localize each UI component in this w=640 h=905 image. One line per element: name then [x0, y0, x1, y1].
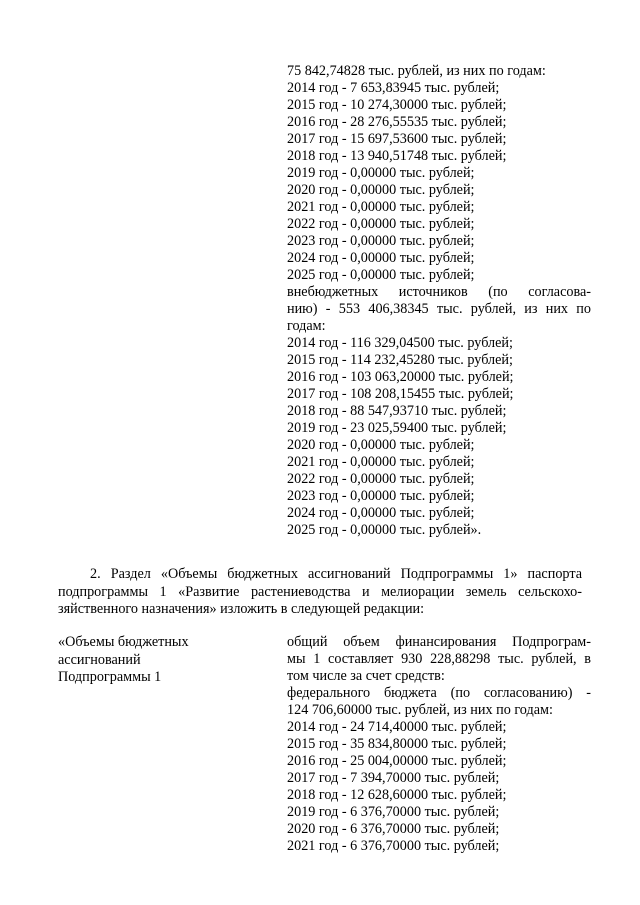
block1b-year-2019: 2019 год - 23 025,59400 тыс. рублей; — [287, 420, 507, 436]
block1b-year-2017: 2017 год - 108 208,15455 тыс. рублей; — [287, 386, 514, 402]
section-year-2014: 2014 год - 24 714,40000 тыс. рублей; — [287, 719, 507, 735]
block1b-year-2014: 2014 год - 116 329,04500 тыс. рублей; — [287, 335, 513, 351]
section-year-2017: 2017 год - 7 394,70000 тыс. рублей; — [287, 770, 500, 786]
block1b-year-2025: 2025 год - 0,00000 тыс. рублей». — [287, 522, 482, 538]
block1-header: 75 842,74828 тыс. рублей, из них по годам: — [287, 63, 546, 79]
block1-year-2023: 2023 год - 0,00000 тыс. рублей; — [287, 233, 475, 249]
block1b-year-2018: 2018 год - 88 547,93710 тыс. рублей; — [287, 403, 507, 419]
paragraph-2 — [58, 566, 582, 619]
extrabudget-line: внебюджетных источников (по согласова- — [287, 284, 591, 300]
block1b-year-2016: 2016 год - 103 063,20000 тыс. рублей; — [287, 369, 514, 385]
section-content — [287, 634, 591, 719]
block1-year-2017: 2017 год - 15 697,53600 тыс. рублей; — [287, 131, 507, 147]
section-content-line: 124 706,60000 тыс. рублей, из них по годам: — [287, 702, 553, 718]
extrabudget-line: нию) - 553 406,38345 тыс. рублей, из них по — [287, 301, 591, 317]
section-year-2019: 2019 год - 6 376,70000 тыс. рублей; — [287, 804, 500, 820]
block1-year-2020: 2020 год - 0,00000 тыс. рублей; — [287, 182, 475, 198]
extrabudget-block — [287, 284, 591, 335]
section-year-2016: 2016 год - 25 004,00000 тыс. рублей; — [287, 753, 507, 769]
section-content-line: федерального бюджета (по согласованию) - — [287, 685, 591, 701]
block1b-year-2015: 2015 год - 114 232,45280 тыс. рублей; — [287, 352, 513, 368]
block1-year-2018: 2018 год - 13 940,51748 тыс. рублей; — [287, 148, 507, 164]
section-label-line: Подпрограммы 1 — [58, 669, 162, 685]
paragraph-line: зяйственного назначения» изложить в следующей редакции: — [58, 601, 425, 617]
block1-year-2015: 2015 год - 10 274,30000 тыс. рублей; — [287, 97, 507, 113]
section-content-line: общий объем финансирования Подпрограм- — [287, 634, 591, 650]
block1-year-2024: 2024 год - 0,00000 тыс. рублей; — [287, 250, 475, 266]
block1-year-2021: 2021 год - 0,00000 тыс. рублей; — [287, 199, 475, 215]
paragraph-line: 2. Раздел «Объемы бюджетных ассигнований Подпрограммы 1» паспорта — [90, 566, 582, 582]
block1b-year-2023: 2023 год - 0,00000 тыс. рублей; — [287, 488, 475, 504]
block1b-year-2024: 2024 год - 0,00000 тыс. рублей; — [287, 505, 475, 521]
block1-year-2025: 2025 год - 0,00000 тыс. рублей; — [287, 267, 475, 283]
section-label — [58, 634, 189, 687]
section-year-2015: 2015 год - 35 834,80000 тыс. рублей; — [287, 736, 507, 752]
block1b-year-2022: 2022 год - 0,00000 тыс. рублей; — [287, 471, 475, 487]
section-year-2020: 2020 год - 6 376,70000 тыс. рублей; — [287, 821, 500, 837]
section-year-2018: 2018 год - 12 628,60000 тыс. рублей; — [287, 787, 507, 803]
block1-year-2014: 2014 год - 7 653,83945 тыс. рублей; — [287, 80, 500, 96]
section-label-line: «Объемы бюджетных — [58, 634, 189, 650]
section-content-line: том числе за счет средств: — [287, 668, 445, 684]
section-year-2021: 2021 год - 6 376,70000 тыс. рублей; — [287, 838, 500, 854]
extrabudget-line: годам: — [287, 318, 326, 334]
block1-year-2019: 2019 год - 0,00000 тыс. рублей; — [287, 165, 475, 181]
block1b-year-2021: 2021 год - 0,00000 тыс. рублей; — [287, 454, 475, 470]
block1-year-2016: 2016 год - 28 276,55535 тыс. рублей; — [287, 114, 507, 130]
block1b-year-2020: 2020 год - 0,00000 тыс. рублей; — [287, 437, 475, 453]
paragraph-line: подпрограммы 1 «Развитие растениеводства и мелиорации земель сельскохо- — [58, 583, 582, 600]
section-content-line: мы 1 составляет 930 228,88298 тыс. рублей, в — [287, 651, 591, 667]
block1-year-2022: 2022 год - 0,00000 тыс. рублей; — [287, 216, 475, 232]
section-label-line: ассигнований — [58, 651, 141, 668]
